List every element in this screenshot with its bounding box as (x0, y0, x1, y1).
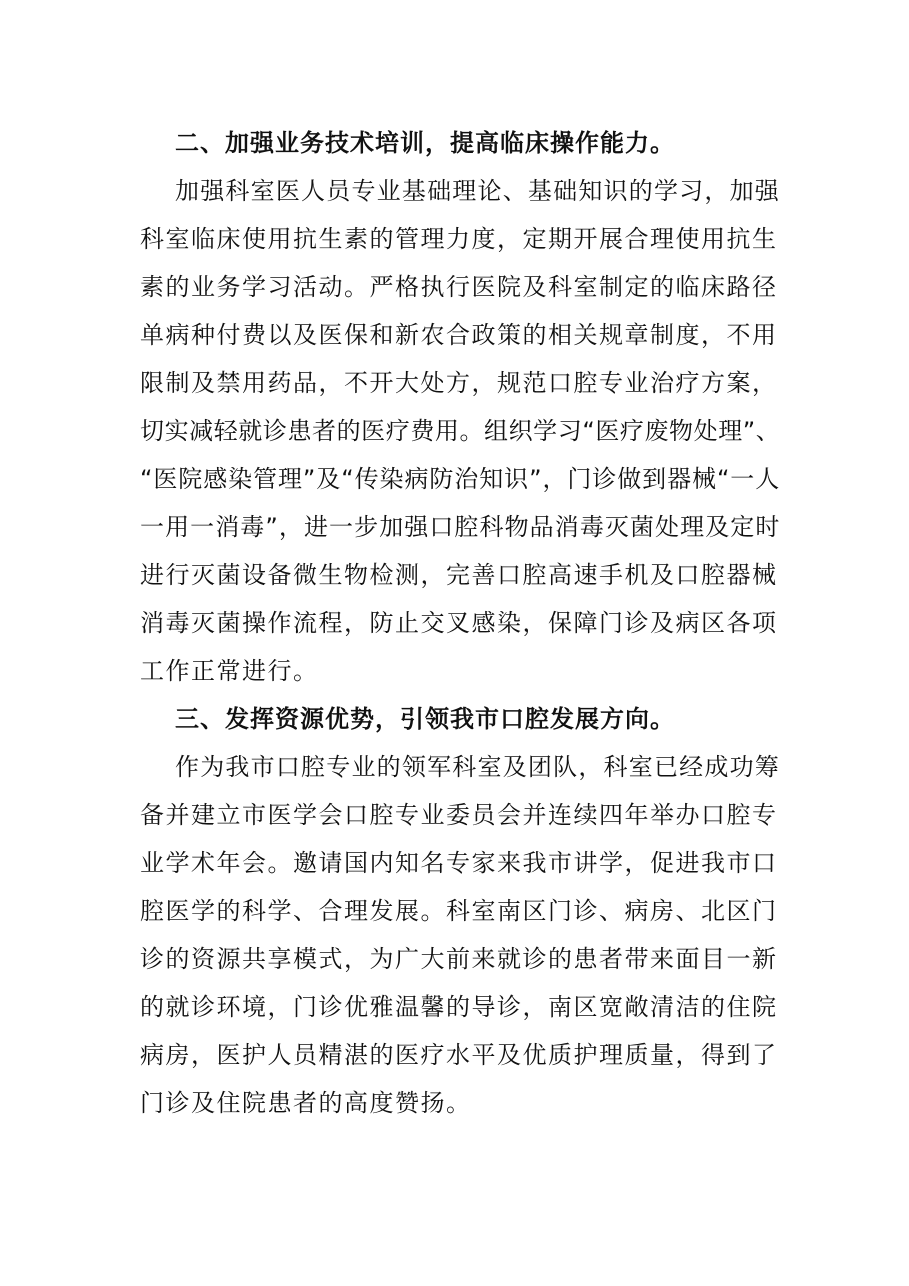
section-2-heading: 二、加强业务技术培训，提高临床操作能力。 (175, 129, 675, 157)
section-3-line: 腔医学的科学、合理发展。科室南区门诊、病房、北区门 (140, 897, 778, 925)
section-2-line: “医院感染管理”及“传染病防治知识”，门诊做到器械“一人 (140, 465, 781, 493)
section-2-line: 加强科室医人员专业基础理论、基础知识的学习，加强 (175, 177, 780, 205)
section-2-line: 切实减轻就诊患者的医疗费用。组织学习“医疗废物处理”、 (140, 417, 781, 445)
section-2-line: 一用一消毒”，进一步加强口腔科物品消毒灭菌处理及定时 (140, 513, 781, 541)
section-3-heading: 三、发挥资源优势，引领我市口腔发展方向。 (175, 705, 675, 733)
section-3-line: 诊的资源共享模式，为广大前来就诊的患者带来面目一新 (140, 945, 778, 973)
section-2-line: 限制及禁用药品，不开大处方，规范口腔专业治疗方案， (140, 369, 778, 397)
section-2-line: 科室临床使用抗生素的管理力度，定期开展合理使用抗生 (140, 225, 778, 253)
section-3-line: 备并建立市医学会口腔专业委员会并连续四年举办口腔专 (140, 801, 778, 829)
section-2-line: 工作正常进行。 (140, 657, 319, 685)
section-3-line: 作为我市口腔专业的领军科室及团队，科室已经成功筹 (175, 753, 780, 781)
section-2-line: 消毒灭菌操作流程，防止交叉感染，保障门诊及病区各项 (140, 609, 778, 637)
section-2-line: 素的业务学习活动。严格执行医院及科室制定的临床路径 (140, 273, 778, 301)
section-3-line: 业学术年会。邀请国内知名专家来我市讲学，促进我市口 (140, 849, 778, 877)
section-2-line: 进行灭菌设备微生物检测，完善口腔高速手机及口腔器械 (140, 561, 778, 589)
section-3-line: 的就诊环境，门诊优雅温馨的导诊，南区宽敞清洁的住院 (140, 993, 778, 1021)
section-3-line: 病房，医护人员精湛的医疗水平及优质护理质量，得到了 (140, 1041, 778, 1069)
section-2-line: 单病种付费以及医保和新农合政策的相关规章制度，不用 (140, 321, 778, 349)
section-3-line: 门诊及住院患者的高度赞扬。 (140, 1089, 472, 1117)
